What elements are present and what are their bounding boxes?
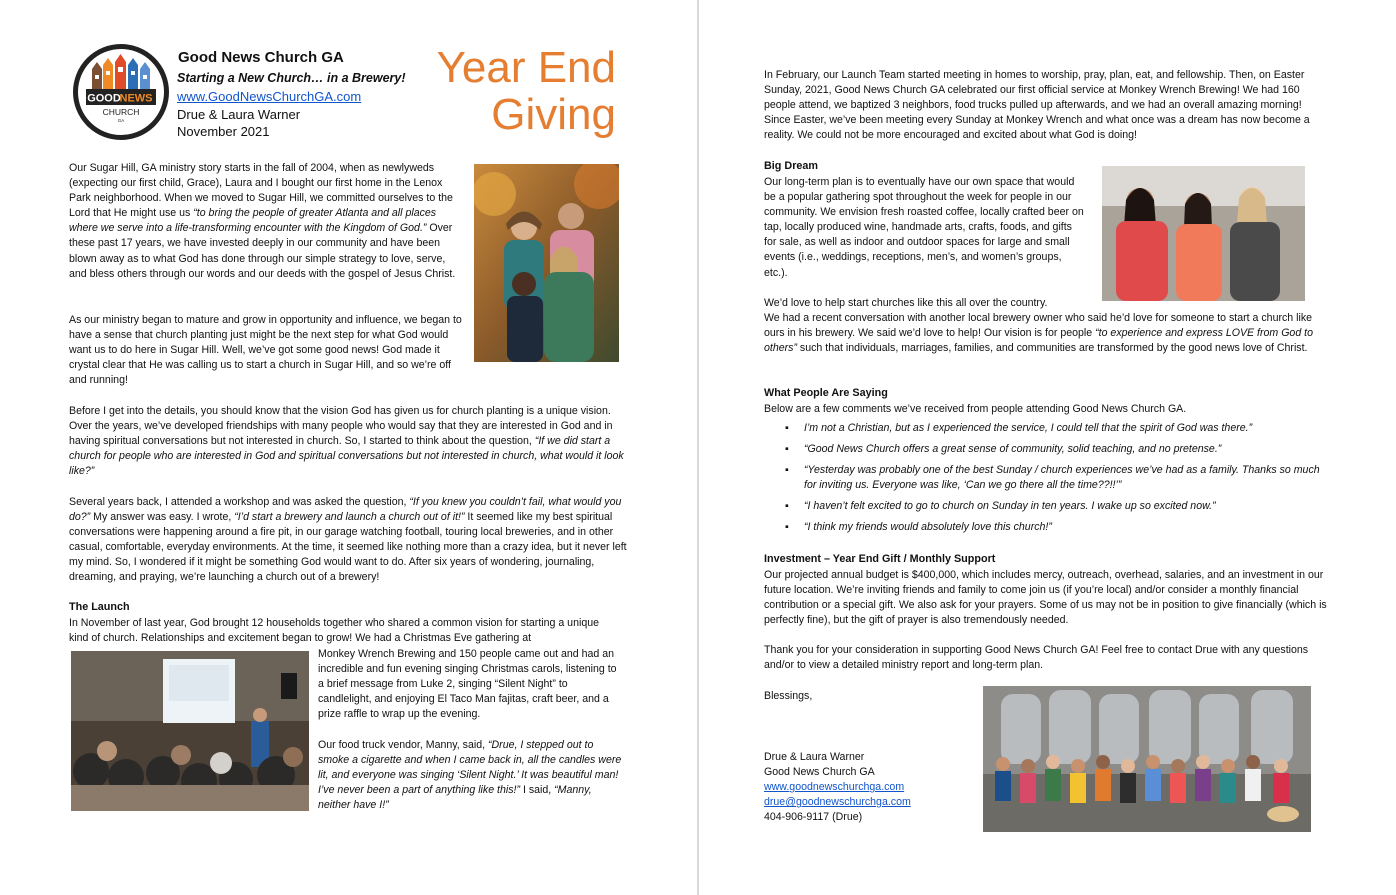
heading-what-people-say: What People Are Saying	[764, 387, 888, 399]
signature-website-link[interactable]: www.goodnewschurchga.com	[764, 781, 905, 793]
paragraph-easter: In February, our Launch Team started meeting in homes to worship, pray, plan, eat, and fellowship. Then, on Easter Sunday, 2021, Good News Church GA celebrated our first official service at Monkey Wrench Brewing! We had 160 people attend, we baptized 3 neighbors, food trucks pulled up afterwards, and we had an overall amazing morning! Since Easter, we’ve been meeting every Sunday at Monkey Wrench and what once was a dream has now become a reality. We could not be more encouraged and excited about what God is doing!	[764, 69, 1310, 142]
bullet-icon: ▪	[785, 500, 789, 512]
bullet-icon: ▪	[785, 464, 789, 476]
author-names: Drue & Laura Warner	[177, 107, 301, 122]
paragraph-thank-you: Thank you for your consideration in supporting Good News Church GA! Feel free to contact Drue with any questions and/or to view a detailed ministry report and long-term plan.	[764, 644, 1309, 672]
paragraph-help-start: We’d love to help start churches like this all over the country.	[764, 297, 1048, 309]
paragraph-saying-intro: Below are a few comments we’ve received from people attending Good News Church GA.	[764, 403, 1187, 415]
tagline: Starting a New Church… in a Brewery!	[177, 71, 406, 85]
website-link[interactable]: www.GoodNewsChurchGA.com	[177, 89, 362, 104]
logo-text-news: NEWS	[119, 92, 153, 105]
page-left	[0, 0, 697, 895]
quote-item: ▪ “Good News Church offers a great sense of community, solid teaching, and no pretense.”	[785, 443, 1222, 455]
logo-text-ga: GA	[117, 118, 125, 123]
church-name: Good News Church GA	[178, 49, 344, 66]
paragraph-launch: In November of last year, God brought 12 households together who shared a common vision for starting a unique kind of church. Relationships and excitement began to grow! We had a Christmas Eve gathering at	[69, 617, 599, 645]
paragraph-christmas-eve: Monkey Wrench Brewing and 150 people came out and had an incredible and fun evening singing Christmas carols, listening to a brief message from Luke 2, singing “Silent Night” to candlelight, and enjoying El Taco Man fajitas, craft beer, and a prize raffle to wrap up the evening.	[318, 648, 617, 721]
letter-date: November 2021	[177, 124, 270, 139]
paragraph-investment: Our projected annual budget is $400,000, which includes mercy, outreach, overhead, salaries, and an investment in our future location. We’re inviting friends and family to come join us (if you’re local) and/or consider a monthly financial contribution or a special gift. We also ask for your prayers. Some of us may not be in position to give financially (which is perfectly fine), but the gift of prayer is also tremendously needed.	[764, 569, 1327, 627]
title-line-1: Year End	[436, 43, 616, 92]
page-title	[400, 44, 616, 138]
heading-big-dream: Big Dream	[764, 160, 819, 172]
bullet-icon: ▪	[785, 521, 789, 533]
quotes-list	[763, 421, 1333, 541]
closing: Blessings,	[764, 690, 813, 702]
signature-email-link[interactable]: drue@goodnewschurchga.com	[764, 796, 911, 808]
signature-names: Drue & Laura Warner	[764, 751, 865, 763]
women-photo	[1102, 166, 1305, 301]
paragraph-vision: Before I get into the details, you should know that the vision God has given us for church planting is a unique vision. Over the years, we’ve developed friendships with many people who would say that they are interested in God and in having spiritual conversations but not interested in church. So, I started to think about the question, “If we did start a church for people who are interested in God and spiritual conversations but not interested in church, what would it look like?”	[69, 405, 624, 478]
group-photo	[983, 686, 1311, 832]
logo-text-church: CHURCH	[102, 107, 140, 117]
church-logo	[73, 44, 169, 140]
paragraph-workshop: Several years back, I attended a workshop and was asked the question, “If you knew you couldn’t fail, what would you do?” My answer was easy. I wrote, “I’d start a brewery and launch a church out of it!” It seemed like my best spiritual conversations were happening around a fire pit, in our garage watching football, touring local breweries, and in other casual, comfortable, everyday environments. At the time, it seemed like nothing more than a crazy idea, but it never left my mind. So, I wondered if it might be something God would want to do. After six years of wondering, journaling, dreaming, and praying, we’re launching a church out of a brewery!	[69, 496, 627, 584]
logo-text-good: GOOD	[87, 92, 121, 105]
quote-item: ▪ I’m not a Christian, but as I experienced the service, I could tell that the spirit of God was there.”	[785, 422, 1253, 434]
paragraph-mature: As our ministry began to mature and grow in opportunity and influence, we began to have a sense that church planting just might be the next step for what God would want us to do here in Sugar Hill. Well, we’ve got some good news! God made it crystal clear that He was calling us to start a church in Sugar Hill, and so we’re off and running!	[69, 314, 462, 387]
title-line-2: Giving	[491, 90, 616, 139]
quote-item: ▪ “I think my friends would absolutely love this church!”	[785, 521, 1052, 533]
family-photo	[474, 164, 619, 362]
signature-church: Good News Church GA	[764, 766, 875, 778]
christmas-eve-photo	[71, 651, 309, 811]
paragraph-vision-love: We had a recent conversation with another local brewery owner who said he’d love for someone to start a church like ours in his brewery. We said we’d love to help! Our vision is for people “to experience and express LOVE from God to others” such that individuals, marriages, families, and communities are transformed by the good news love of Christ.	[764, 312, 1313, 355]
quote-item: ▪ “I haven’t felt excited to go to church on Sunday in ten years. I wake up so excited now.”	[785, 500, 1216, 512]
signature-phone: 404-906-9117 (Drue)	[764, 811, 863, 823]
heading-investment: Investment – Year End Gift / Monthly Support	[764, 553, 996, 565]
bullet-icon: ▪	[785, 443, 789, 455]
paragraph-manny: Our food truck vendor, Manny, said, “Drue, I stepped out to smoke a cigarette and when I came back in, all the candles were lit, and everyone was singing ‘Silent Night.’ It was beautiful man! I’ve never been a part of anything like this!” I said, “Manny, neither have I!”	[318, 739, 622, 812]
page-right	[699, 0, 1396, 895]
heading-launch: The Launch	[69, 601, 130, 613]
quote-item: ▪ “Yesterday was probably one of the best Sunday / church experiences we’ve had as a family. Thanks so much for inviting us. Everyone was like, ‘Can we go there all the time??!!’”	[785, 464, 1320, 491]
bullet-icon: ▪	[785, 422, 789, 434]
paragraph-story: Our Sugar Hill, GA ministry story starts in the fall of 2004, when as newlyweds (expecting our first child, Grace), Laura and I bought our first home in the Lenox Park neighborhood. When we moved to Sugar Hill, we committed ourselves to the Lord that He might use us “to bring the people of greater Atlanta and all places where we serve into a life-transforming encounter with the Kingdom of God.” Over these past 17 years, we have invested deeply in our community and have been blown away as to what God has done through our simple strategy to love, serve, and bless others through our words and our deeds with the gospel of Jesus Christ.	[69, 162, 456, 280]
paragraph-big-dream: Our long-term plan is to eventually have our own space that would be a popular gathering spot throughout the week for people in our community. We envision fresh roasted coffee, locally crafted beer on tap, locally produced wine, handmade arts, crafts, foods, and gifts for sale, as well as indoor and outdoor spaces for large and small events (i.e., weddings, receptions, men’s, and women’s groups, etc.).	[764, 176, 1084, 279]
